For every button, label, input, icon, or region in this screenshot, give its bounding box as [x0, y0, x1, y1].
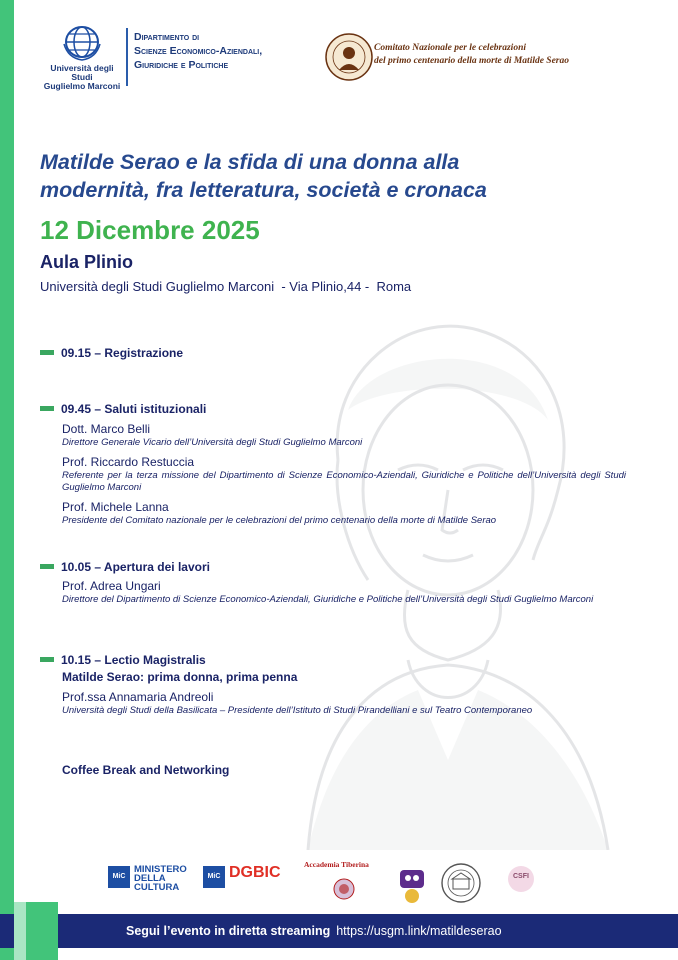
comitato-seal-icon — [324, 32, 374, 82]
section-heading: 09.45 – Saluti istituzionali — [61, 402, 207, 416]
section-marker-icon — [40, 406, 54, 411]
ministero-line1: MINISTERO — [134, 864, 187, 875]
speaker-entry — [62, 500, 626, 527]
csfi-logo-text: CSFI — [513, 873, 529, 880]
streaming-link[interactable]: https://usgm.link/matildeserao — [336, 924, 502, 938]
speaker-role: Università degli Studi della Basilicata – Presidente dell’Istituto di Studi Pirandelliani e sul Teatro Contemporaneo — [62, 705, 533, 716]
ministero-line3: CULTURA — [134, 882, 180, 893]
portrait-illustration — [218, 290, 638, 850]
speaker-entry — [62, 690, 626, 717]
event-title-line1: Matilde Serao e la sfida di una donna alla — [40, 150, 460, 174]
event-title-line2: modernità, fra letteratura, società e cronaca — [40, 178, 487, 202]
header-logos — [40, 22, 640, 92]
speaker-entry — [62, 422, 626, 449]
speaker-role: Referente per la terza missione del Dipartimento di Scienze Economico-Aziendali, Giuridiche e Politiche dell’Università degli Studi Guglielmo Marconi — [62, 470, 626, 493]
event-date: 12 Dicembre 2025 — [40, 215, 260, 245]
ministero-logo-text — [134, 865, 187, 892]
event-title — [40, 148, 650, 204]
sponsor-logos — [108, 860, 578, 908]
speaker-name: Prof.ssa Annamaria Andreoli — [62, 690, 214, 704]
speaker-name: Prof. Riccardo Restuccia — [62, 455, 195, 469]
program-section-apertura — [40, 560, 210, 574]
speaker-name: Prof. Adrea Ungari — [62, 579, 161, 593]
speaker-name: Prof. Michele Lanna — [62, 500, 169, 514]
header-divider — [126, 28, 128, 86]
program-section-registrazione — [40, 346, 183, 360]
speaker-role: Presidente del Comitato nazionale per le celebrazioni del primo centenario della morte di Matilde Serao — [62, 515, 497, 526]
comitato-line1: Comitato Nazionale per le celebrazioni — [374, 43, 526, 53]
section-marker-icon — [40, 350, 54, 355]
partner-badge-icon — [396, 862, 428, 906]
section-marker-icon — [40, 657, 54, 662]
comitato-name — [374, 42, 634, 68]
speaker-role: Direttore del Dipartimento di Scienze Economico-Aziendali, Giuridiche e Politiche dell’Università degli Studi Guglielmo Marconi — [62, 594, 594, 605]
comitato-line2: del primo centenario della morte di Matilde Serao — [374, 56, 570, 66]
event-venue: Aula Plinio — [40, 252, 134, 272]
speaker-entry — [62, 455, 626, 494]
section-heading: 10.15 – Lectio Magistralis — [61, 653, 206, 667]
university-logo — [40, 24, 124, 90]
footer-accent-light — [14, 902, 26, 960]
department-line2: Scienze Economico-Aziendali, — [134, 45, 263, 57]
accademia-tiberina-logo: Accademia Tiberina — [304, 860, 369, 869]
department-name — [134, 30, 294, 72]
globe-icon — [62, 24, 102, 62]
section-heading: 09.15 – Registrazione — [61, 346, 184, 360]
mic-logo: MiC — [108, 866, 130, 888]
dgbic-logo: DGBIC — [229, 864, 281, 881]
ministero-line2: DELLA — [134, 873, 166, 884]
streaming-info — [126, 924, 502, 938]
institute-seal-icon — [440, 862, 482, 904]
closing-item: Coffee Break and Networking — [62, 763, 230, 777]
speaker-role: Direttore Generale Vicario dell’Università degli Studi Guglielmo Marconi — [62, 437, 363, 448]
lectio-subtitle: Matilde Serao: prima donna, prima penna — [62, 670, 298, 684]
event-address: Università degli Studi Guglielmo Marconi - Via Plinio,44 - Roma — [40, 279, 412, 294]
university-name-line2: Guglielmo Marconi — [43, 81, 121, 91]
speaker-name: Dott. Marco Belli — [62, 422, 151, 436]
university-name-line1: Università degli Studi — [50, 63, 114, 82]
program-section-saluti — [40, 402, 206, 416]
section-heading: 10.05 – Apertura dei lavori — [61, 560, 210, 574]
program-section-lectio — [40, 653, 206, 667]
department-line1: Dipartimento di — [134, 31, 200, 43]
mic-logo-2: MiC — [203, 866, 225, 888]
footer-accent — [26, 902, 58, 960]
speaker-entry — [62, 579, 626, 606]
department-line3: Giuridiche e Politiche — [134, 59, 229, 71]
section-marker-icon — [40, 564, 54, 569]
streaming-label: Segui l’evento in diretta streaming — [126, 924, 331, 938]
tiberina-emblem-icon — [330, 876, 358, 902]
left-accent-bar — [0, 0, 14, 960]
